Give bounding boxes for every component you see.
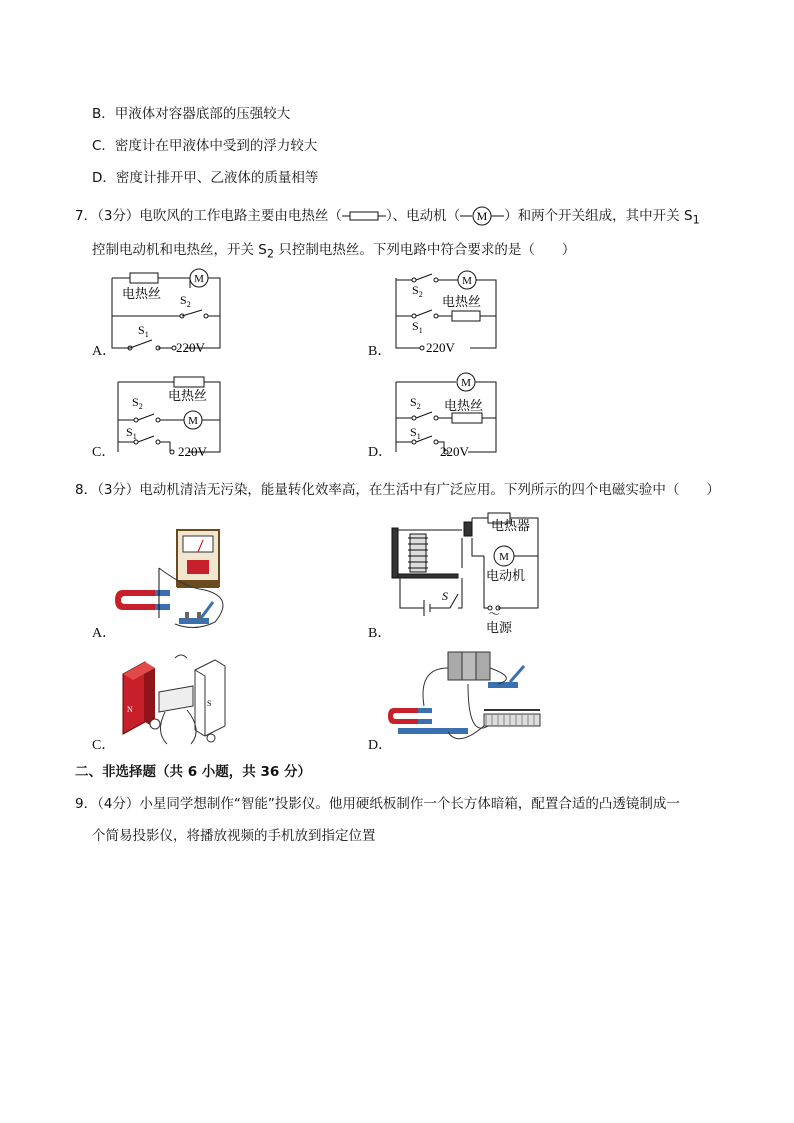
q7-option-d-label: D．	[368, 445, 393, 460]
heater-label: 电热丝	[444, 399, 484, 414]
q9-stem-line2: 个简易投影仪，将播放视频的手机放到指定位置	[92, 828, 376, 844]
motor-letter: M	[194, 273, 204, 285]
q7-stem-line1	[75, 204, 700, 227]
q8-option-d-label: D．	[368, 738, 393, 753]
q9-stem-line1: 9．（4分）小星同学想制作“智能”投影仪。他用硬纸板制作一个长方体暗箱，配置合适的凸透镜制成一	[75, 796, 680, 812]
q7-text-e: 只控制电热丝。下列电路中符合要求的是（ ）	[274, 242, 576, 258]
q8-stem: 8．（3分）电动机清洁无污染，能量转化效率高，在生活中有广泛应用。下列所示的四个电磁实验中（ ）	[75, 482, 720, 498]
q8-figure-b	[388, 508, 548, 633]
s1-label: $S_1$	[412, 319, 423, 335]
motor-letter: M	[499, 551, 509, 563]
voltage-label: 220V	[178, 444, 207, 459]
q7-text-c: ）和两个开关组成，其中开关 S	[504, 208, 693, 224]
heater-label: 电热丝	[442, 295, 482, 310]
motor-letter: M	[462, 275, 472, 287]
s-pole-label: S	[207, 699, 212, 708]
s2-label: $S_2$	[180, 293, 191, 309]
motor-label: 电动机	[486, 569, 526, 584]
q8-option-a-label: A．	[92, 626, 117, 641]
heater-label: 电热丝	[168, 389, 208, 404]
q7-text-b: ）、电动机（	[385, 208, 461, 224]
q7-circuit-a	[110, 268, 230, 358]
q7-text-a: 7．（3分）电吹风的工作电路主要由电热丝（	[75, 208, 342, 224]
q8-figure-d	[388, 648, 548, 748]
ac-symbol: ～	[487, 607, 501, 621]
q7-option-a-label: A．	[92, 344, 117, 359]
switch-label: S	[442, 589, 448, 603]
motor-symbol-letter: M	[476, 209, 488, 223]
heater-label: 电热器	[491, 519, 531, 534]
voltage-label: 220V	[426, 340, 455, 355]
s2-label: $S_2$	[410, 395, 421, 411]
motor-letter: M	[461, 377, 471, 389]
voltage-label: 220V	[440, 444, 469, 459]
q7-circuit-b	[388, 268, 508, 358]
s1-label: $S_1$	[138, 323, 149, 339]
s1-label: $S_1$	[410, 425, 421, 441]
option-b-text: B．甲液体对容器底部的压强较大	[92, 106, 291, 122]
motor-letter: M	[188, 415, 198, 427]
q8-option-c-label: C．	[92, 738, 116, 753]
s2-label: $S_2$	[412, 283, 423, 299]
source-label: 电源	[486, 621, 513, 633]
q8-figure-a	[115, 528, 245, 638]
s1-label: $S_1$	[126, 425, 137, 441]
q7-text-d: 控制电动机和电热丝，开关 S	[92, 242, 267, 258]
motor-symbol	[460, 205, 504, 227]
q8-figure-c	[115, 652, 245, 752]
voltage-label: 220V	[176, 340, 205, 355]
q7-sub2: 2	[266, 247, 275, 261]
s2-label: $S_2$	[132, 395, 143, 411]
section-2-heading: 二、非选择题（共 6 小题，共 36 分）	[75, 764, 311, 780]
q7-circuit-c	[110, 370, 230, 460]
q7-sub1: 1	[692, 213, 700, 227]
q7-stem-line2	[92, 238, 575, 261]
q8-option-b-label: B．	[368, 626, 392, 641]
option-d-text: D．密度计排开甲、乙液体的质量相等	[92, 170, 319, 186]
q7-option-c-label: C．	[92, 445, 116, 460]
resistor-symbol	[342, 209, 386, 223]
heater-label: 电热丝	[122, 287, 162, 302]
q7-option-b-label: B．	[368, 344, 392, 359]
n-pole-label: N	[127, 705, 133, 714]
option-c-text: C．密度计在甲液体中受到的浮力较大	[92, 138, 318, 154]
q7-circuit-d	[388, 370, 508, 460]
